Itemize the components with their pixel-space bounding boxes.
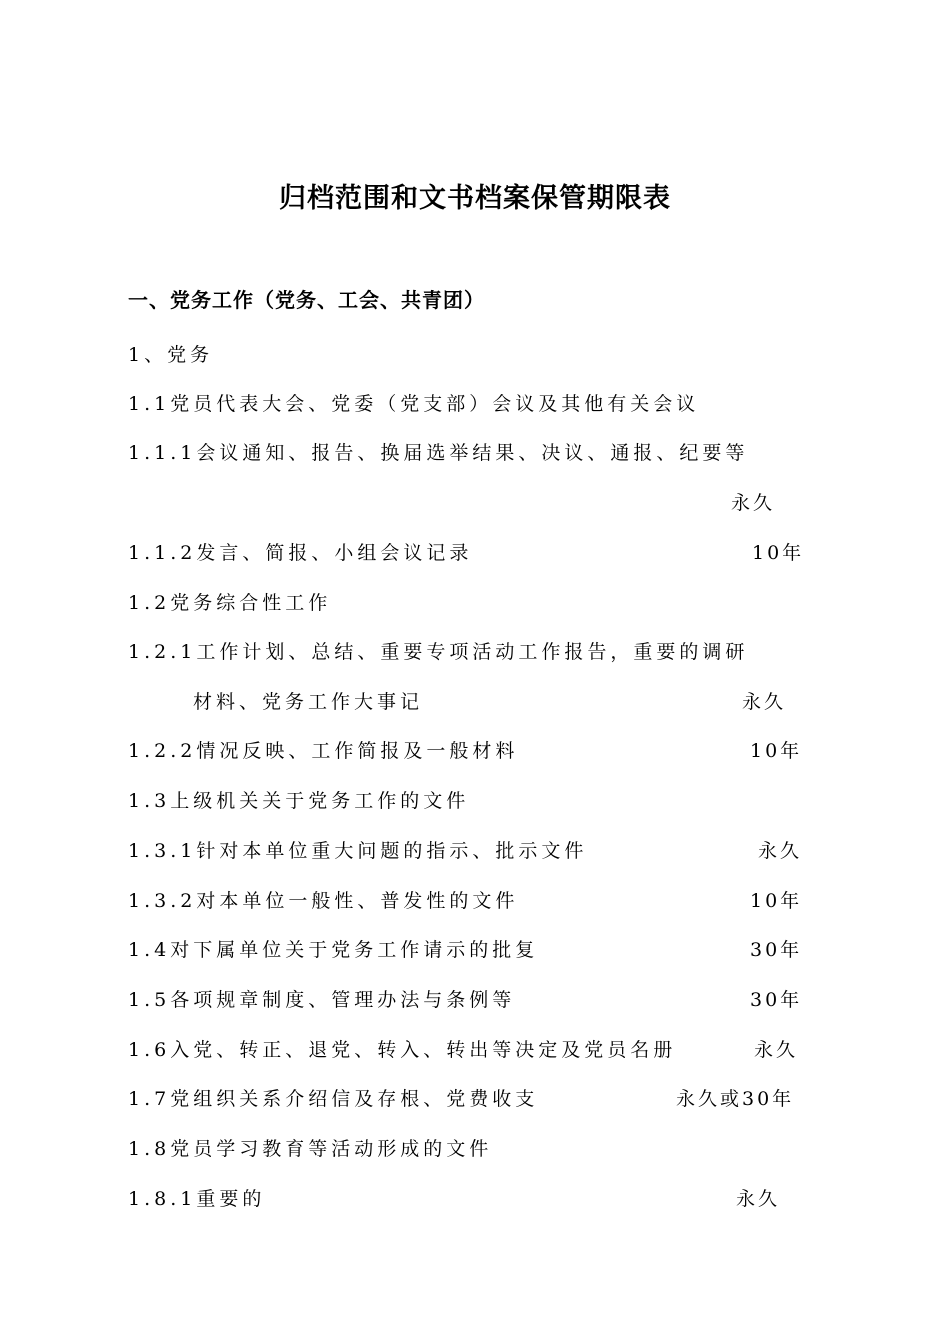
retention-period: 永久: [731, 492, 776, 514]
entry-text: 1.2.1工作计划、总结、重要专项活动工作报告，重要的调研: [128, 641, 749, 663]
retention-period: 永久或30年: [676, 1088, 795, 1110]
retention-period: 10年: [750, 890, 803, 912]
entry-text: 1.3.1针对本单位重大问题的指示、批示文件: [128, 840, 588, 862]
entry-text: 1.2党务综合性工作: [128, 592, 332, 614]
entry-text: 1.7党组织关系介绍信及存根、党费收支: [128, 1088, 539, 1110]
entry-text: 1.1党员代表大会、党委（党支部）会议及其他有关会议: [128, 393, 700, 415]
entry-text: 1.4对下属单位关于党务工作请示的批复: [128, 939, 539, 961]
retention-period: 10年: [752, 542, 805, 564]
entry-text: 1.5各项规章制度、管理办法与条例等: [128, 989, 516, 1011]
entry-text: 1、党务: [128, 344, 214, 366]
entry-text: 1.8党员学习教育等活动形成的文件: [128, 1138, 493, 1160]
entry-text: 1.1.1会议通知、报告、换届选举结果、决议、通报、纪要等: [128, 442, 749, 464]
document-title: 归档范围和文书档案保管期限表: [279, 183, 671, 214]
retention-period: 永久: [758, 840, 803, 862]
entry-text: 1.6入党、转正、退党、转入、转出等决定及党员名册: [128, 1039, 677, 1061]
retention-period: 永久: [736, 1188, 781, 1210]
entry-text: 1.1.2发言、简报、小组会议记录: [128, 542, 473, 564]
retention-period: 10年: [750, 740, 803, 762]
section-heading: 一、党务工作（党务、工会、共青团）: [128, 288, 485, 312]
entry-text: 1.3.2对本单位一般性、普发性的文件: [128, 890, 519, 912]
entry-text: 材料、党务工作大事记: [193, 691, 424, 713]
retention-period: 永久: [754, 1039, 799, 1061]
entry-text: 1.3上级机关关于党务工作的文件: [128, 790, 470, 812]
entry-text: 1.2.2情况反映、工作简报及一般材料: [128, 740, 519, 762]
retention-period: 30年: [750, 989, 803, 1011]
retention-period: 永久: [742, 691, 787, 713]
entry-text: 1.8.1重要的: [128, 1188, 266, 1210]
retention-period: 30年: [750, 939, 803, 961]
